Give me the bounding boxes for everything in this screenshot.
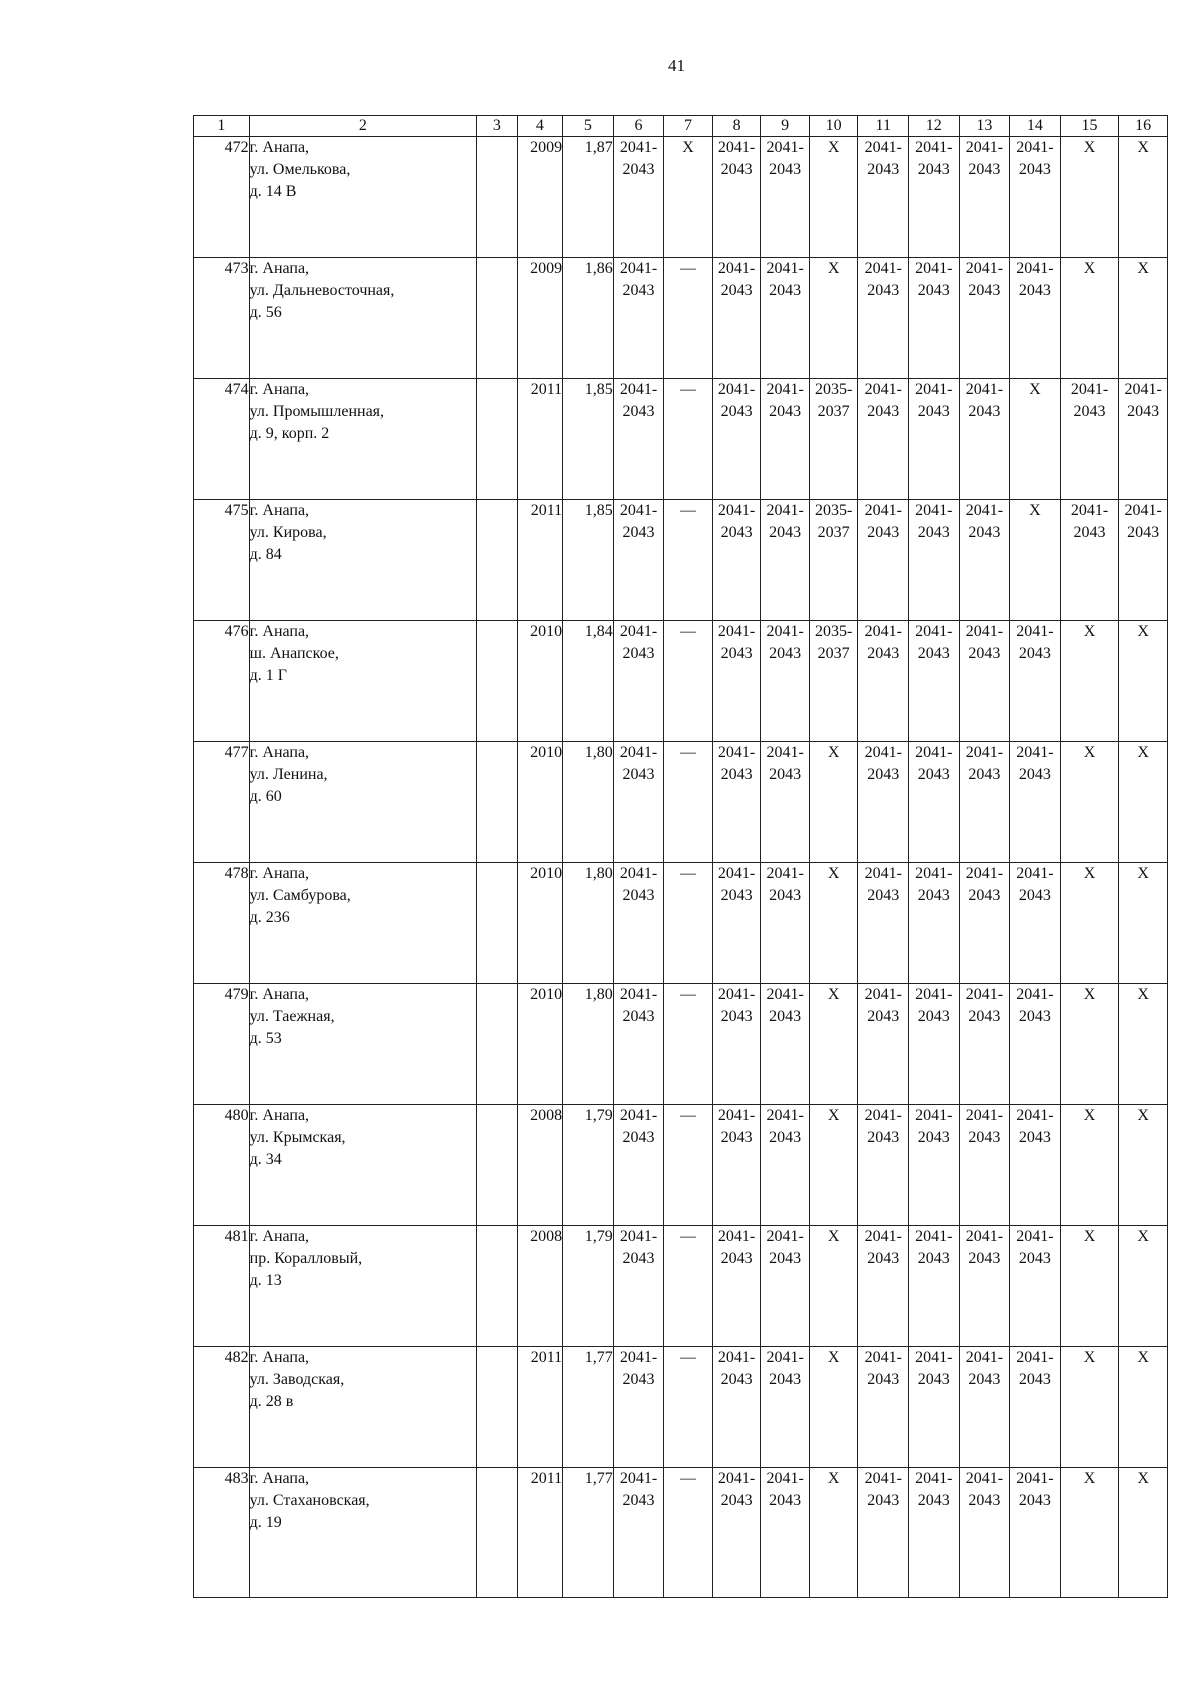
period-cell-15: X [1060, 742, 1119, 863]
period-cell-13: 2041-2043 [959, 742, 1010, 863]
period-cell-11: 2041-2043 [858, 379, 909, 500]
period-cell-8: 2041-2043 [712, 621, 761, 742]
period-cell-14: 2041-2043 [1010, 863, 1061, 984]
period-cell-7: — [664, 258, 713, 379]
period-cell-7: — [664, 1226, 713, 1347]
period-cell-12: 2041-2043 [909, 258, 960, 379]
row-number: 479 [194, 984, 250, 1105]
period-cell-8: 2041-2043 [712, 742, 761, 863]
period-cell-9: 2041-2043 [761, 742, 810, 863]
period-cell-7: — [664, 984, 713, 1105]
period-cell-10: X [809, 863, 858, 984]
column-3-cell [477, 379, 517, 500]
column-3-cell [477, 742, 517, 863]
period-cell-14: 2041-2043 [1010, 1105, 1061, 1226]
table-row [194, 379, 1168, 500]
address-cell [249, 984, 477, 1105]
address-line: д. 9, корп. 2 [249, 425, 330, 442]
period-cell-12: 2041-2043 [909, 500, 960, 621]
period-cell-7: — [664, 1347, 713, 1468]
address-cell [249, 1468, 477, 1598]
column-header: 4 [517, 116, 563, 137]
period-cell-16: X [1119, 863, 1168, 984]
column-header: 5 [563, 116, 614, 137]
period-cell-7: — [664, 863, 713, 984]
period-cell-11: 2041-2043 [858, 1347, 909, 1468]
table-row [194, 1347, 1168, 1468]
table-row [194, 742, 1168, 863]
period-cell-9: 2041-2043 [761, 1347, 810, 1468]
row-number: 483 [194, 1468, 250, 1598]
value-cell: 1,80 [563, 742, 614, 863]
period-cell-15: 2041-2043 [1060, 500, 1119, 621]
period-cell-9: 2041-2043 [761, 500, 810, 621]
period-cell-13: 2041-2043 [959, 258, 1010, 379]
address-cell [249, 379, 477, 500]
period-cell-16: X [1119, 621, 1168, 742]
period-cell-14: 2041-2043 [1010, 1468, 1061, 1598]
column-header: 3 [477, 116, 517, 137]
period-cell-10: X [809, 258, 858, 379]
period-cell-9: 2041-2043 [761, 863, 810, 984]
address-line: ул. Ленина, [249, 766, 328, 783]
year-cell: 2011 [517, 1468, 563, 1598]
period-cell-16: X [1119, 1226, 1168, 1347]
year-cell: 2010 [517, 984, 563, 1105]
address-line: пр. Коралловый, [249, 1250, 363, 1267]
period-cell-8: 2041-2043 [712, 863, 761, 984]
value-cell: 1,79 [563, 1226, 614, 1347]
period-cell-12: 2041-2043 [909, 621, 960, 742]
address-line: г. Анапа, [249, 1228, 310, 1245]
period-cell-13: 2041-2043 [959, 379, 1010, 500]
period-cell-10: X [809, 1105, 858, 1226]
period-cell-6: 2041-2043 [613, 984, 664, 1105]
period-cell-8: 2041-2043 [712, 1226, 761, 1347]
column-header: 2 [249, 116, 477, 137]
address-cell [249, 258, 477, 379]
period-cell-15: X [1060, 1468, 1119, 1598]
column-header: 13 [959, 116, 1010, 137]
address-cell [249, 500, 477, 621]
address-cell [249, 742, 477, 863]
period-cell-16: X [1119, 1347, 1168, 1468]
period-cell-6: 2041-2043 [613, 621, 664, 742]
period-cell-10: 2035-2037 [809, 379, 858, 500]
period-cell-13: 2041-2043 [959, 137, 1010, 258]
period-cell-14: 2041-2043 [1010, 137, 1061, 258]
address-line: ул. Самбурова, [249, 887, 351, 904]
period-cell-15: X [1060, 137, 1119, 258]
period-cell-10: X [809, 984, 858, 1105]
period-cell-14: X [1010, 500, 1061, 621]
period-cell-6: 2041-2043 [613, 742, 664, 863]
period-cell-6: 2041-2043 [613, 1105, 664, 1226]
address-line: г. Анапа, [249, 623, 310, 640]
period-cell-11: 2041-2043 [858, 863, 909, 984]
address-line: д. 53 [249, 1030, 282, 1047]
period-cell-10: 2035-2037 [809, 500, 858, 621]
period-cell-10: X [809, 1347, 858, 1468]
column-3-cell [477, 1347, 517, 1468]
period-cell-6: 2041-2043 [613, 258, 664, 379]
address-line: ул. Кирова, [249, 524, 327, 541]
period-cell-13: 2041-2043 [959, 621, 1010, 742]
period-cell-10: X [809, 137, 858, 258]
column-header: 12 [909, 116, 960, 137]
address-line: д. 60 [249, 788, 282, 805]
period-cell-14: 2041-2043 [1010, 1347, 1061, 1468]
column-3-cell [477, 1226, 517, 1347]
period-cell-14: 2041-2043 [1010, 742, 1061, 863]
column-header: 15 [1060, 116, 1119, 137]
period-cell-14: X [1010, 379, 1061, 500]
address-line: ул. Заводская, [249, 1371, 345, 1388]
period-cell-7: — [664, 1105, 713, 1226]
period-cell-11: 2041-2043 [858, 621, 909, 742]
period-cell-9: 2041-2043 [761, 621, 810, 742]
period-cell-14: 2041-2043 [1010, 984, 1061, 1105]
address-line: г. Анапа, [249, 1470, 310, 1487]
period-cell-10: X [809, 1468, 858, 1598]
period-cell-8: 2041-2043 [712, 1468, 761, 1598]
address-line: г. Анапа, [249, 502, 310, 519]
period-cell-6: 2041-2043 [613, 863, 664, 984]
table-body [194, 137, 1168, 1598]
period-cell-9: 2041-2043 [761, 984, 810, 1105]
row-number: 474 [194, 379, 250, 500]
period-cell-11: 2041-2043 [858, 742, 909, 863]
address-line: ул. Стахановская, [249, 1492, 370, 1509]
year-cell: 2009 [517, 258, 563, 379]
period-cell-7: — [664, 742, 713, 863]
period-cell-9: 2041-2043 [761, 137, 810, 258]
period-cell-6: 2041-2043 [613, 1226, 664, 1347]
period-cell-13: 2041-2043 [959, 984, 1010, 1105]
address-line: ул. Таежная, [249, 1008, 335, 1025]
row-number: 477 [194, 742, 250, 863]
table-row [194, 137, 1168, 258]
address-line: г. Анапа, [249, 260, 310, 277]
period-cell-8: 2041-2043 [712, 258, 761, 379]
row-number: 472 [194, 137, 250, 258]
period-cell-15: X [1060, 863, 1119, 984]
period-cell-16: 2041-2043 [1119, 500, 1168, 621]
address-line: г. Анапа, [249, 1107, 310, 1124]
period-cell-11: 2041-2043 [858, 500, 909, 621]
period-cell-10: X [809, 1226, 858, 1347]
year-cell: 2010 [517, 863, 563, 984]
period-cell-8: 2041-2043 [712, 500, 761, 621]
value-cell: 1,86 [563, 258, 614, 379]
row-number: 475 [194, 500, 250, 621]
period-cell-12: 2041-2043 [909, 1105, 960, 1226]
value-cell: 1,87 [563, 137, 614, 258]
table-row [194, 1226, 1168, 1347]
value-cell: 1,80 [563, 984, 614, 1105]
period-cell-11: 2041-2043 [858, 1468, 909, 1598]
address-line: д. 28 в [249, 1393, 294, 1410]
address-line: г. Анапа, [249, 1349, 310, 1366]
period-cell-7: — [664, 621, 713, 742]
period-cell-14: 2041-2043 [1010, 621, 1061, 742]
period-cell-7: — [664, 500, 713, 621]
period-cell-12: 2041-2043 [909, 1468, 960, 1598]
period-cell-6: 2041-2043 [613, 379, 664, 500]
address-cell [249, 1226, 477, 1347]
period-cell-6: 2041-2043 [613, 137, 664, 258]
address-cell [249, 863, 477, 984]
period-cell-12: 2041-2043 [909, 1347, 960, 1468]
address-line: ул. Омелькова, [249, 161, 351, 178]
period-cell-7: X [664, 137, 713, 258]
table-row [194, 1468, 1168, 1598]
period-cell-15: X [1060, 258, 1119, 379]
year-cell: 2008 [517, 1105, 563, 1226]
period-cell-16: 2041-2043 [1119, 379, 1168, 500]
column-3-cell [477, 863, 517, 984]
period-cell-10: 2035-2037 [809, 621, 858, 742]
address-line: ш. Анапское, [249, 645, 339, 662]
value-cell: 1,77 [563, 1347, 614, 1468]
row-number: 473 [194, 258, 250, 379]
period-cell-13: 2041-2043 [959, 500, 1010, 621]
period-cell-11: 2041-2043 [858, 984, 909, 1105]
period-cell-16: X [1119, 742, 1168, 863]
address-line: д. 13 [249, 1272, 282, 1289]
period-cell-15: X [1060, 1347, 1119, 1468]
address-line: д. 1 Г [249, 667, 288, 684]
period-cell-8: 2041-2043 [712, 1105, 761, 1226]
column-3-cell [477, 621, 517, 742]
column-3-cell [477, 258, 517, 379]
period-cell-9: 2041-2043 [761, 1105, 810, 1226]
column-header: 14 [1010, 116, 1061, 137]
column-3-cell [477, 984, 517, 1105]
row-number: 481 [194, 1226, 250, 1347]
address-line: д. 236 [249, 909, 290, 926]
period-cell-12: 2041-2043 [909, 984, 960, 1105]
period-cell-13: 2041-2043 [959, 1468, 1010, 1598]
period-cell-16: X [1119, 1105, 1168, 1226]
column-header: 6 [613, 116, 664, 137]
period-cell-15: X [1060, 1226, 1119, 1347]
period-cell-9: 2041-2043 [761, 379, 810, 500]
year-cell: 2009 [517, 137, 563, 258]
year-cell: 2011 [517, 379, 563, 500]
value-cell: 1,85 [563, 500, 614, 621]
period-cell-16: X [1119, 1468, 1168, 1598]
value-cell: 1,77 [563, 1468, 614, 1598]
period-cell-12: 2041-2043 [909, 1226, 960, 1347]
period-cell-6: 2041-2043 [613, 1468, 664, 1598]
column-header: 1 [194, 116, 250, 137]
address-line: ул. Дальневосточная, [249, 282, 395, 299]
address-line: г. Анапа, [249, 865, 310, 882]
period-cell-15: 2041-2043 [1060, 379, 1119, 500]
row-number: 482 [194, 1347, 250, 1468]
column-header: 10 [809, 116, 858, 137]
table-row [194, 500, 1168, 621]
column-3-cell [477, 1468, 517, 1598]
column-header: 7 [664, 116, 713, 137]
table-row [194, 258, 1168, 379]
value-cell: 1,79 [563, 1105, 614, 1226]
period-cell-6: 2041-2043 [613, 1347, 664, 1468]
address-line: г. Анапа, [249, 986, 310, 1003]
period-cell-8: 2041-2043 [712, 379, 761, 500]
period-cell-11: 2041-2043 [858, 137, 909, 258]
value-cell: 1,85 [563, 379, 614, 500]
page-number: 41 [668, 56, 685, 75]
period-cell-13: 2041-2043 [959, 1226, 1010, 1347]
period-cell-16: X [1119, 258, 1168, 379]
year-cell: 2011 [517, 1347, 563, 1468]
address-line: д. 84 [249, 546, 282, 563]
period-cell-8: 2041-2043 [712, 984, 761, 1105]
address-line: г. Анапа, [249, 381, 310, 398]
row-number: 476 [194, 621, 250, 742]
period-cell-15: X [1060, 1105, 1119, 1226]
address-cell [249, 621, 477, 742]
period-cell-7: — [664, 379, 713, 500]
column-3-cell [477, 500, 517, 621]
address-line: д. 14 В [249, 183, 297, 200]
period-cell-14: 2041-2043 [1010, 258, 1061, 379]
address-line: д. 56 [249, 304, 282, 321]
year-cell: 2010 [517, 742, 563, 863]
table-row [194, 1105, 1168, 1226]
period-cell-15: X [1060, 984, 1119, 1105]
column-3-cell [477, 137, 517, 258]
period-cell-6: 2041-2043 [613, 500, 664, 621]
period-cell-14: 2041-2043 [1010, 1226, 1061, 1347]
buildings-table [193, 115, 1168, 1598]
period-cell-9: 2041-2043 [761, 258, 810, 379]
address-line: ул. Крымская, [249, 1129, 346, 1146]
period-cell-16: X [1119, 137, 1168, 258]
year-cell: 2011 [517, 500, 563, 621]
address-line: д. 19 [249, 1514, 282, 1531]
period-cell-11: 2041-2043 [858, 258, 909, 379]
period-cell-12: 2041-2043 [909, 379, 960, 500]
period-cell-13: 2041-2043 [959, 1347, 1010, 1468]
year-cell: 2008 [517, 1226, 563, 1347]
table-row [194, 863, 1168, 984]
period-cell-13: 2041-2043 [959, 863, 1010, 984]
address-cell [249, 1347, 477, 1468]
period-cell-10: X [809, 742, 858, 863]
period-cell-8: 2041-2043 [712, 137, 761, 258]
period-cell-16: X [1119, 984, 1168, 1105]
period-cell-15: X [1060, 621, 1119, 742]
period-cell-11: 2041-2043 [858, 1105, 909, 1226]
value-cell: 1,80 [563, 863, 614, 984]
period-cell-13: 2041-2043 [959, 1105, 1010, 1226]
column-header: 8 [712, 116, 761, 137]
year-cell: 2010 [517, 621, 563, 742]
address-line: ул. Промышленная, [249, 403, 385, 420]
period-cell-11: 2041-2043 [858, 1226, 909, 1347]
address-line: г. Анапа, [249, 139, 310, 156]
address-line: д. 34 [249, 1151, 282, 1168]
table-row [194, 621, 1168, 742]
period-cell-7: — [664, 1468, 713, 1598]
row-number: 480 [194, 1105, 250, 1226]
column-header: 9 [761, 116, 810, 137]
column-header: 11 [858, 116, 909, 137]
address-cell [249, 1105, 477, 1226]
address-line: г. Анапа, [249, 744, 310, 761]
period-cell-9: 2041-2043 [761, 1468, 810, 1598]
period-cell-9: 2041-2043 [761, 1226, 810, 1347]
period-cell-12: 2041-2043 [909, 863, 960, 984]
column-3-cell [477, 1105, 517, 1226]
period-cell-12: 2041-2043 [909, 742, 960, 863]
table-row [194, 984, 1168, 1105]
row-number: 478 [194, 863, 250, 984]
column-header: 16 [1119, 116, 1168, 137]
value-cell: 1,84 [563, 621, 614, 742]
period-cell-12: 2041-2043 [909, 137, 960, 258]
period-cell-8: 2041-2043 [712, 1347, 761, 1468]
address-cell [249, 137, 477, 258]
header-row [194, 116, 1168, 137]
